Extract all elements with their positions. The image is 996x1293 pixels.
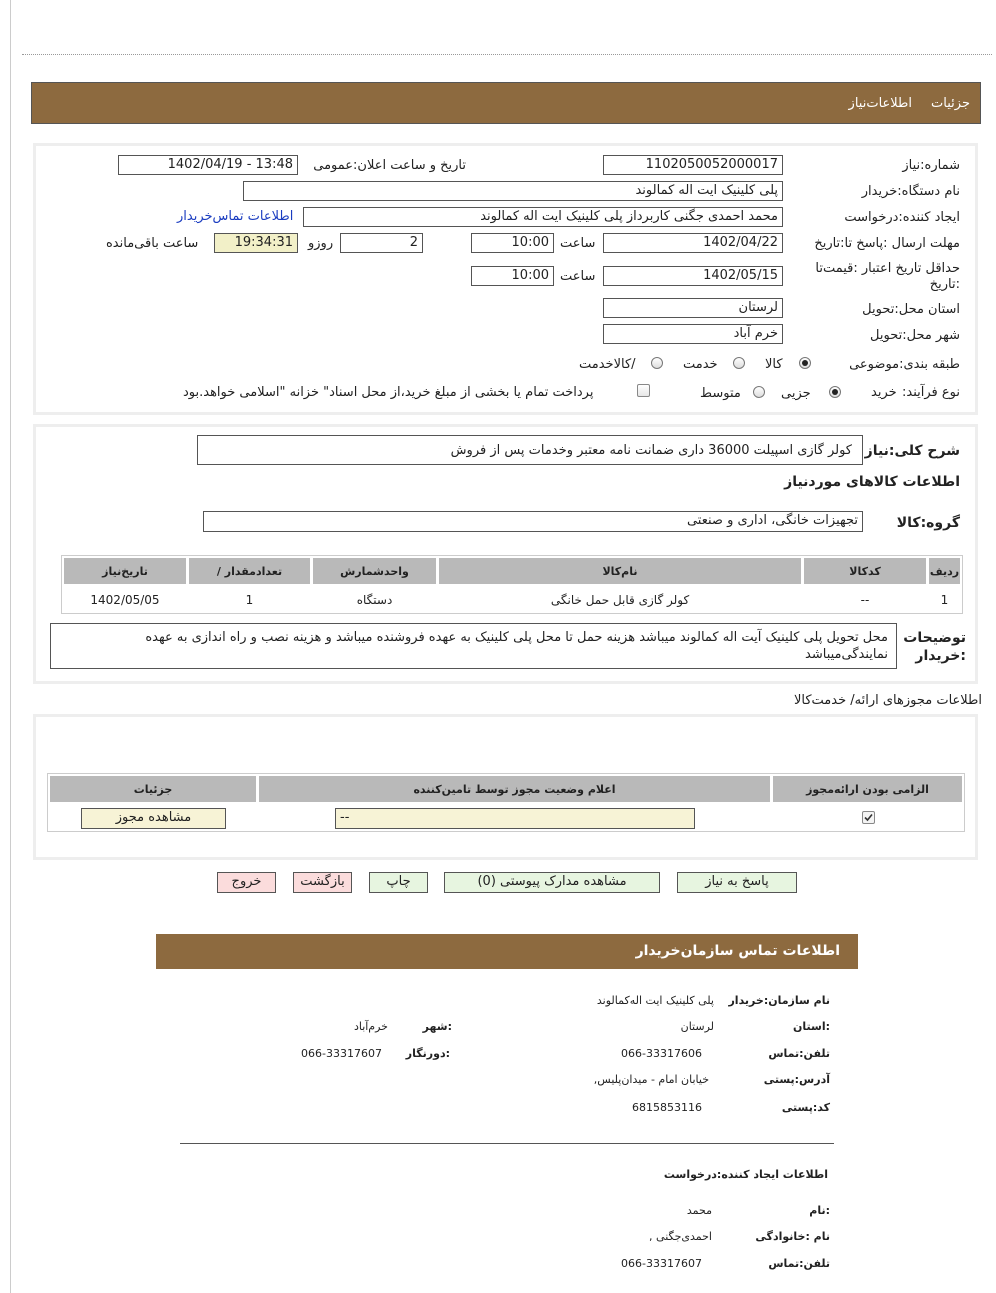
buyer-org-label: نام دستگاه:خریدار [861,184,960,199]
top-divider [22,54,992,55]
creator-phone-value: 066-33317607 [621,1257,702,1270]
contact-address-label: آدرس:پستی [763,1073,830,1086]
buyer-notes-label: توضیحات [903,630,966,646]
contact-org-label: نام سازمان:خریدار [728,994,830,1007]
deadline-label: مهلت ارسال :پاسخ تا:تاریخ [814,236,960,251]
city-field: خرم آباد [603,324,783,344]
permit-required-checkbox [862,811,875,824]
back-button[interactable]: بازگشت [293,872,352,893]
exit-button[interactable]: خروج [217,872,276,893]
tab-need-info[interactable]: اطلاعات‌نیاز [848,96,912,111]
province-label: استان محل:تحویل [862,302,960,317]
contact-city-value: خرم‌آباد [353,1020,388,1033]
table-header-date: تاریخ‌نیاز [63,557,187,585]
contact-province-value: لرستان [680,1020,714,1033]
checkmark-icon [863,812,874,823]
table-header-row-number: ردیف [928,557,961,585]
buyer-contact-link[interactable]: اطلاعات تماس‌خریدار [177,209,294,224]
creator-name-label: :نام [809,1204,830,1217]
category-label: طبقه بندی:موضوعی [849,357,960,372]
validity-label: حداقل تاریخ اعتبار :قیمت‌تا [815,261,960,276]
validity-date-field: 1402/05/15 [603,266,783,286]
permits-header-status: اعلام وضعیت مجوز توسط تامین‌کننده [258,775,771,803]
table-header-quantity: / تعدادمقدار [188,557,311,585]
contact-postal-value: 6815853116 [632,1101,702,1114]
days-field: 2 [340,233,423,253]
deadline-time-label: ساعت [560,236,596,251]
details-header-bar [31,82,981,124]
announce-label: تاریخ و ساعت اعلان:عمومی [313,158,466,173]
category-goods-label: کالا [765,357,783,372]
contact-fax-value: 066-33317607 [301,1047,382,1060]
view-permit-button[interactable]: مشاهده مجوز [81,808,226,829]
table-cell-code: -- [860,593,870,607]
category-goods-service-label: /کالاخدمت [579,357,636,372]
creator-info-title: اطلاعات ایجاد کننده:درخواست [663,1168,828,1181]
contact-org-value: پلی کلینیک ایت اله‌کمالوند [596,994,714,1007]
summary-label: شرح کلی:نیاز [864,443,960,459]
process-minor-radio[interactable] [829,386,841,398]
category-goods-radio[interactable] [799,357,811,369]
deadline-date-field: 1402/04/22 [603,233,783,253]
process-label: نوع فرآیند: [902,385,960,400]
creator-label: ایجاد کننده:درخواست [844,210,960,225]
contact-fax-label: :دورنگار [405,1047,450,1060]
goods-table [61,555,963,614]
table-cell-date: 1402/05/05 [90,593,160,607]
validity-label-2: :تاریخ [929,277,960,292]
table-cell-row-number: 1 [940,593,949,607]
permits-header-required: الزامی بودن ارائه‌مجوز [772,775,963,803]
announce-field: 1402/04/19 - 13:48 [118,155,298,175]
goods-info-title: اطلاعات کالاهای موردنیاز [784,474,960,490]
category-service-label: خدمت [683,357,718,372]
summary-field: کولر گازی اسپیلت 36000 داری ضمانت نامه معتبر وخدمات پس از فروش [197,435,863,465]
table-header-unit: واحدشمارش [312,557,437,585]
category-service-radio[interactable] [733,357,745,369]
need-number-field: 1102050052000017 [603,155,783,175]
table-cell-quantity: 1 [245,593,254,607]
process-minor-label: جزیی [781,386,811,401]
creator-phone-label: تلفن:تماس [768,1257,830,1270]
creator-name-value: محمد [686,1204,712,1217]
contact-header-bar [156,934,858,969]
contact-phone-value: 066-33317606 [621,1047,702,1060]
table-cell-unit: دستگاه [356,593,393,607]
permit-status-field: -- [335,808,695,829]
process-medium-label: متوسط [700,386,741,401]
table-header-name: نام‌کالا [438,557,802,585]
tab-details[interactable]: جزئیات [931,96,970,111]
treasury-payment-label: پرداخت تمام یا بخشی از مبلغ خرید،از محل اسناد" خزانه "اسلامی خواهد.بود [183,385,594,400]
permits-table [47,773,965,832]
reply-button[interactable]: پاسخ به نیاز [677,872,797,893]
buyer-notes-field: محل تحویل پلی کلینیک آیت اله کمالوند میباشد هزینه حمل تا محل پلی کلینیک به عهده فروشنده میباشد و هزینه نصب و راه اندازی به عهده نمایندگی‌میباشد [50,623,897,669]
category-goods-service-radio[interactable] [651,357,663,369]
remaining-label: ساعت باقی‌مانده [106,236,199,251]
days-label: روزو [308,236,334,251]
province-field: لرستان [603,298,783,318]
print-button[interactable]: چاپ [369,872,428,893]
contact-province-label: :استان [793,1020,830,1033]
deadline-time-field: 10:00 [471,233,554,253]
treasury-payment-checkbox[interactable] [637,384,650,397]
table-cell-name: کولر گازی قابل حمل خانگی [550,593,690,607]
process-buy-label: خرید [871,385,897,400]
group-label: گروه:کالا [896,515,960,531]
permits-header-details: جزئیات [49,775,257,803]
table-header-code: کدکالا [803,557,927,585]
permits-title: اطلاعات مجوزهای ارائه/ خدمت‌کالا [793,693,982,708]
validity-time-label: ساعت [560,269,596,284]
process-medium-radio[interactable] [753,386,765,398]
buyer-org-field: پلی کلینیک ایت اله کمالوند [243,181,783,201]
contact-postal-label: کد:پستی [781,1101,830,1114]
group-field: تجهیزات خانگی، اداری و صنعتی [203,511,863,532]
table-row [62,586,962,614]
contact-phone-label: تلفن:تماس [768,1047,830,1060]
need-number-label: شماره:نیاز [902,158,960,173]
city-label: شهر محل:تحویل [870,328,960,343]
contact-divider [180,1143,834,1144]
creator-family-value: احمدی‌جگنی , [649,1230,712,1243]
creator-family-label: نام :خانوادگی [755,1230,830,1243]
left-border-line [10,0,11,1293]
contact-city-label: :شهر [422,1020,452,1033]
creator-field: محمد احمدی جگنی کاربرداز پلی کلینیک ایت اله کمالوند [303,207,783,227]
attachments-button[interactable]: مشاهده مدارک پیوستی (0) [444,872,660,893]
contact-address-value: خیابان امام - میدان‌پلیس, [593,1073,709,1086]
remaining-time-field: 19:34:31 [214,233,298,253]
validity-time-field: 10:00 [471,266,554,286]
buyer-notes-label-2: :خریدار [915,648,966,664]
contact-title: اطلاعات تماس سازمان‌خریدار [635,943,840,959]
